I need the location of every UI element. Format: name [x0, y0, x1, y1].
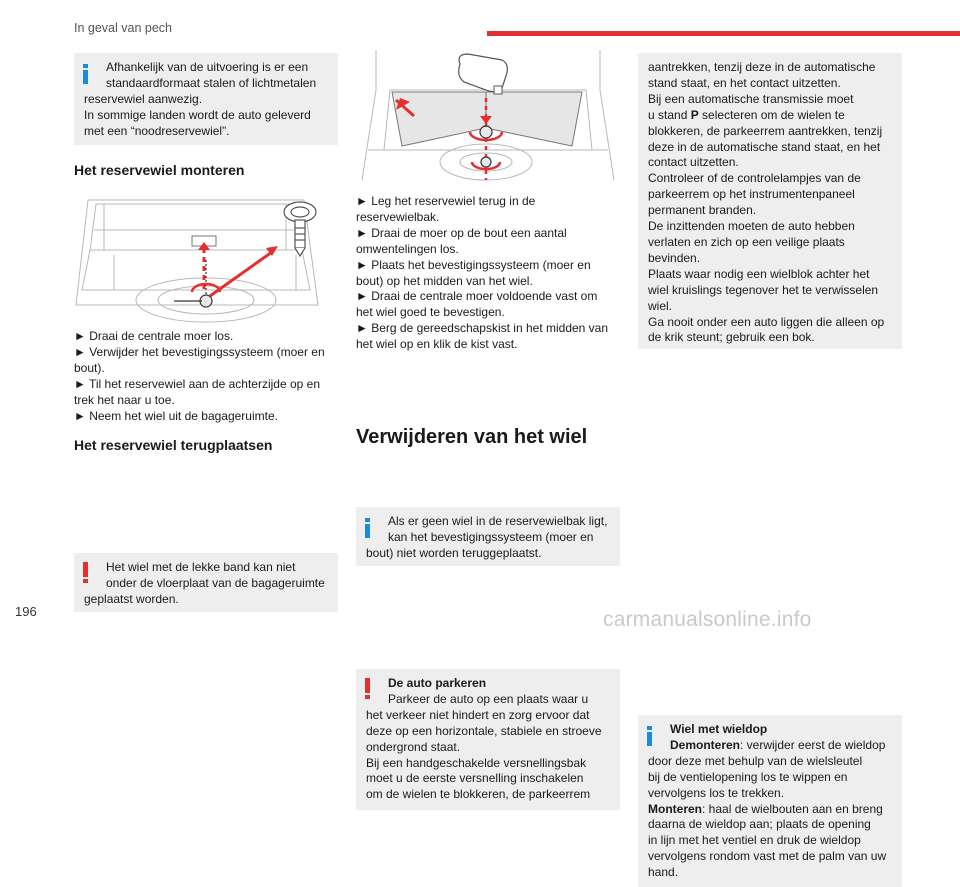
info-line: kan het bevestigingssysteem (moer en	[388, 529, 594, 544]
info-line: Als er geen wiel in de reservewielbak ligt,	[388, 514, 608, 528]
step-line: trek het naar u toe.	[74, 392, 175, 407]
warning-line: wiel kruislings tegenover het te verwisselen	[648, 282, 879, 297]
info-line: met een “noodreservewiel”.	[84, 123, 230, 138]
info-box-wheel-trim	[638, 715, 902, 887]
info-box-no-wheel	[356, 507, 620, 566]
warning-line-gear-p: u stand P selecteren om de wielen te	[648, 107, 845, 122]
info-line-remove: Demonteren: verwijder eerst de wieldop	[670, 737, 886, 752]
step-line: bout) op het midden van het wiel.	[356, 273, 533, 288]
warning-line: deze in de automatische stand staat, en het	[648, 139, 881, 154]
warning-line: Plaats waar nodig een wielblok achter het	[648, 266, 870, 281]
warning-line: Bij een automatische transmissie moet	[648, 91, 854, 106]
step-line: het wiel op en klik de kist vast.	[356, 337, 518, 352]
step-line: ► Draai de centrale moer voldoende vast om	[356, 289, 598, 304]
info-line-fit: Monteren: haal de wielbouten aan en breng	[648, 801, 883, 816]
info-title: Wiel met wieldop	[670, 722, 768, 736]
step-line: het wiel goed te bevestigen.	[356, 305, 505, 320]
heading-mount-spare: Het reservewiel monteren	[74, 162, 245, 178]
warning-line: Ga nooit onder een auto liggen die alleen op	[648, 314, 885, 329]
warning-line: Parkeer de auto op een plaats waar u	[388, 691, 589, 706]
steps-refit-spare	[356, 194, 622, 353]
info-line: bij de ventielopening los te wippen en	[648, 769, 848, 784]
warning-line: blokkeren, de parkeerrem aantrekken, tenzij	[648, 123, 883, 138]
warning-line: Bij een handgeschakelde versnellingsbak	[366, 755, 587, 770]
info-line: daarna de wieldop aan; plaats de opening	[648, 817, 871, 832]
warning-line: stand staat, en het contact uitzetten.	[648, 75, 841, 90]
step-line: ► Draai de moer op de bout een aantal	[356, 225, 567, 240]
info-icon	[647, 726, 654, 746]
info-line: In sommige landen wordt de auto geleverd	[84, 107, 311, 122]
warning-line: bevinden.	[648, 250, 701, 265]
heading-replace-spare: Het reservewiel terugplaatsen	[74, 437, 273, 453]
warning-line: onder de vloerplaat van de bagageruimte	[106, 575, 325, 590]
warning-line: wiel.	[648, 298, 673, 313]
warning-line: geplaatst worden.	[84, 591, 179, 606]
info-line: hand.	[648, 865, 679, 880]
step-line: ► Plaats het bevestigingssysteem (moer en	[356, 257, 591, 272]
warning-box-parking	[356, 669, 620, 810]
warning-title: De auto parkeren	[388, 676, 487, 690]
watermark: carmanualsonline.info	[603, 608, 812, 631]
step-line: reservewielbak.	[356, 209, 440, 224]
warning-line: om de wielen te blokkeren, de parkeerrem	[366, 787, 591, 802]
illustration-spare-wheel-refit	[356, 50, 620, 186]
info-icon	[83, 64, 90, 84]
warning-line: parkeerrem op het instrumentenpaneel	[648, 187, 855, 202]
header-accent-bar	[487, 31, 960, 36]
warning-line: Controleer of de controlelampjes van de	[648, 171, 861, 186]
warning-line: moet u de eerste versnelling inschakelen	[366, 771, 584, 786]
info-line: Afhankelijk van de uitvoering is er een	[106, 60, 309, 74]
warning-line: ondergrond staat.	[366, 739, 461, 754]
warning-line: Het wiel met de lekke band kan niet	[106, 560, 296, 574]
warning-icon	[365, 678, 372, 699]
step-line: ► Draai de centrale moer los.	[74, 329, 234, 343]
step-line: ► Leg het reservewiel terug in de	[356, 194, 536, 208]
step-line: ► Til het reservewiel aan de achterzijde op en	[74, 376, 321, 391]
step-line: ► Berg de gereedschapskist in het midden van	[356, 321, 609, 336]
page-number: 196	[15, 604, 37, 619]
heading-remove-wheel: Verwijderen van het wiel	[356, 426, 588, 448]
info-line: door deze met behulp van de wielsleutel	[648, 753, 863, 768]
info-icon	[365, 518, 372, 538]
warning-line: contact uitzetten.	[648, 155, 739, 170]
warning-line: aantrekken, tenzij deze in de automatische	[648, 60, 876, 74]
warning-line: deze op een horizontale, stabiele en stroeve	[366, 723, 602, 738]
warning-box-flat-tyre	[74, 553, 338, 612]
warning-box-parking-continued	[638, 53, 902, 349]
warning-line: permanent branden.	[648, 203, 757, 218]
info-line: reservewiel aanwezig.	[84, 91, 203, 106]
warning-line: de krik steunt; gebruik een bok.	[648, 330, 815, 345]
steps-mount-spare	[74, 329, 338, 424]
illustration-spare-wheel-removal	[74, 190, 338, 320]
step-line: omwentelingen los.	[356, 241, 459, 256]
step-line: bout).	[74, 360, 105, 375]
info-line: in lijn met het ventiel en druk de wieldop	[648, 833, 861, 848]
warning-line: het verkeer niet hindert en zorg ervoor dat	[366, 707, 590, 722]
running-header: In geval van pech	[74, 21, 172, 35]
info-line: bout) niet worden teruggeplaatst.	[366, 545, 542, 560]
info-line: standaardformaat stalen of lichtmetalen	[106, 75, 317, 90]
info-line: vervolgens rondom vast met de palm van uw	[648, 849, 887, 864]
step-line: ► Neem het wiel uit de bagageruimte.	[74, 408, 278, 423]
info-line: vervolgens los te trekken.	[648, 785, 785, 800]
step-line: ► Verwijder het bevestigingssysteem (moer en	[74, 344, 325, 359]
warning-line: De inzittenden moeten de auto hebben	[648, 219, 855, 234]
warning-icon	[83, 562, 90, 583]
info-box-spare-wheel-type	[74, 53, 338, 145]
warning-line: verlaten en zich op een veilige plaats	[648, 234, 845, 249]
